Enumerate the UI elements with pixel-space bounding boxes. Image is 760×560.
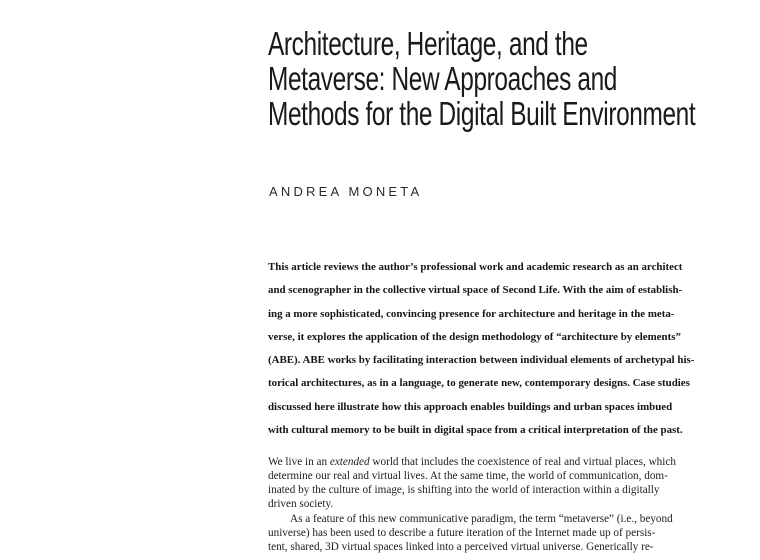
abstract-line: ing a more sophisticated, convincing presence for architecture and heritage in the meta- xyxy=(268,307,675,320)
abstract xyxy=(268,260,698,446)
author-name: ANDREA MONETA xyxy=(269,184,423,199)
body-line: driven society. xyxy=(268,498,334,510)
body-line: tent, shared, 3D virtual spaces linked into a perceived virtual universe. Generically re- xyxy=(268,541,654,553)
abstract-line: verse, it explores the application of the design methodology of “architecture by elements” xyxy=(268,330,681,343)
title-line: Metaverse: New Approaches and xyxy=(268,60,617,97)
abstract-line: (ABE). ABE works by facilitating interaction between individual elements of archetypal his- xyxy=(268,354,695,367)
body-line: determine our real and virtual lives. At the same time, the world of communication, dom- xyxy=(268,470,668,482)
body-line: As a feature of this new communicative paradigm, the term “metaverse” (i.e., beyond xyxy=(290,513,673,525)
title-line: Methods for the Digital Built Environment xyxy=(268,95,696,132)
abstract-line: This article reviews the author’s professional work and academic research as an architect xyxy=(268,261,683,273)
abstract-line: torical architectures, as in a language, to generate new, contemporary designs. Case studies xyxy=(268,377,690,390)
abstract-line: and scenographer in the collective virtual space of Second Life. With the aim of establish- xyxy=(268,284,683,297)
abstract-line: discussed here illustrate how this approach enables buildings and urban spaces imbued xyxy=(268,400,673,413)
body-line: inated by the culture of image, is shifting into the world of interaction within a digitally xyxy=(268,484,660,496)
body-line xyxy=(268,455,698,469)
body-line: universe) has been used to describe a future iteration of the Internet made up of persis- xyxy=(268,527,656,539)
title-line: Architecture, Heritage, and the xyxy=(268,25,588,62)
article-title xyxy=(268,26,748,131)
body-text xyxy=(268,455,698,554)
body-text-fragment: world that includes the coexistence of real and virtual places, which xyxy=(369,456,676,468)
body-text-fragment: We live in an xyxy=(268,456,330,468)
abstract-line: with cultural memory to be built in digital space from a critical interpretation of the past. xyxy=(268,424,683,437)
body-text-emphasis: extended xyxy=(329,456,370,468)
